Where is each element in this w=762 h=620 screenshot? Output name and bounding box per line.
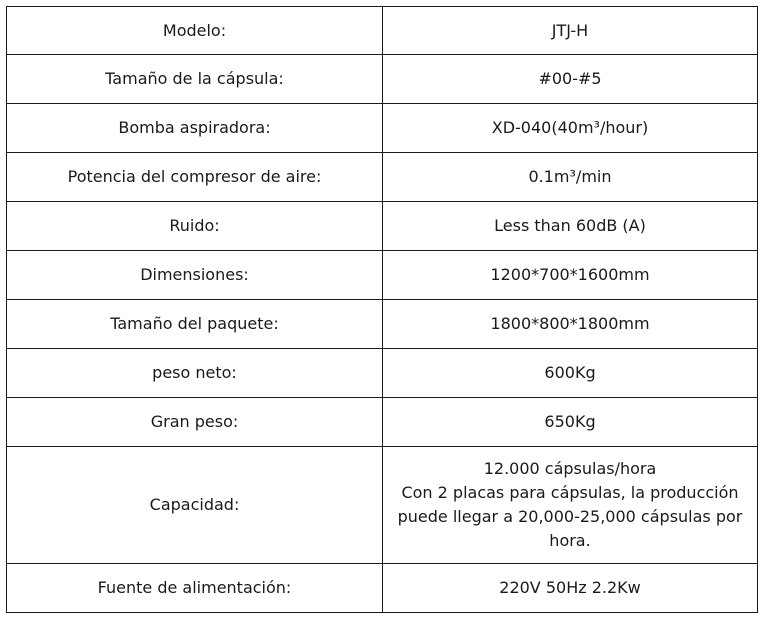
- row-value: 0.1m³/min: [383, 153, 758, 202]
- capacity-line: 12.000 cápsulas/hora: [483, 459, 657, 478]
- row-value: 1200*700*1600mm: [383, 251, 758, 300]
- table-row: [7, 251, 758, 300]
- row-label: Ruido:: [7, 202, 383, 251]
- capacity-line: hora.: [549, 531, 591, 550]
- row-label: Gran peso:: [7, 398, 383, 447]
- table-row: [7, 202, 758, 251]
- row-value: 1800*800*1800mm: [383, 300, 758, 349]
- row-label: Tamaño de la cápsula:: [7, 55, 383, 104]
- row-value: #00-#5: [383, 55, 758, 104]
- row-value-multiline: [383, 447, 758, 564]
- row-value: Less than 60dB (A): [383, 202, 758, 251]
- row-label: Capacidad:: [7, 447, 383, 564]
- table-row: [7, 153, 758, 202]
- row-label: Tamaño del paquete:: [7, 300, 383, 349]
- row-label: peso neto:: [7, 349, 383, 398]
- table-row: [7, 398, 758, 447]
- row-label: Modelo:: [7, 7, 383, 55]
- row-value: 650Kg: [383, 398, 758, 447]
- spec-table: [6, 6, 758, 613]
- row-value: JTJ-H: [383, 7, 758, 55]
- row-value: XD-040(40m³/hour): [383, 104, 758, 153]
- row-label: Bomba aspiradora:: [7, 104, 383, 153]
- table-row: [7, 349, 758, 398]
- row-value: 600Kg: [383, 349, 758, 398]
- table-row: [7, 564, 758, 613]
- table-row: [7, 447, 758, 564]
- row-label: Dimensiones:: [7, 251, 383, 300]
- row-label: Potencia del compresor de aire:: [7, 153, 383, 202]
- row-label: Fuente de alimentación:: [7, 564, 383, 613]
- row-value: 220V 50Hz 2.2Kw: [383, 564, 758, 613]
- table-row: [7, 7, 758, 55]
- capacity-line: Con 2 placas para cápsulas, la producción: [401, 483, 739, 502]
- table-row: [7, 104, 758, 153]
- capacity-line: puede llegar a 20,000-25,000 cápsulas por: [397, 507, 743, 526]
- table-row: [7, 55, 758, 104]
- table-row: [7, 300, 758, 349]
